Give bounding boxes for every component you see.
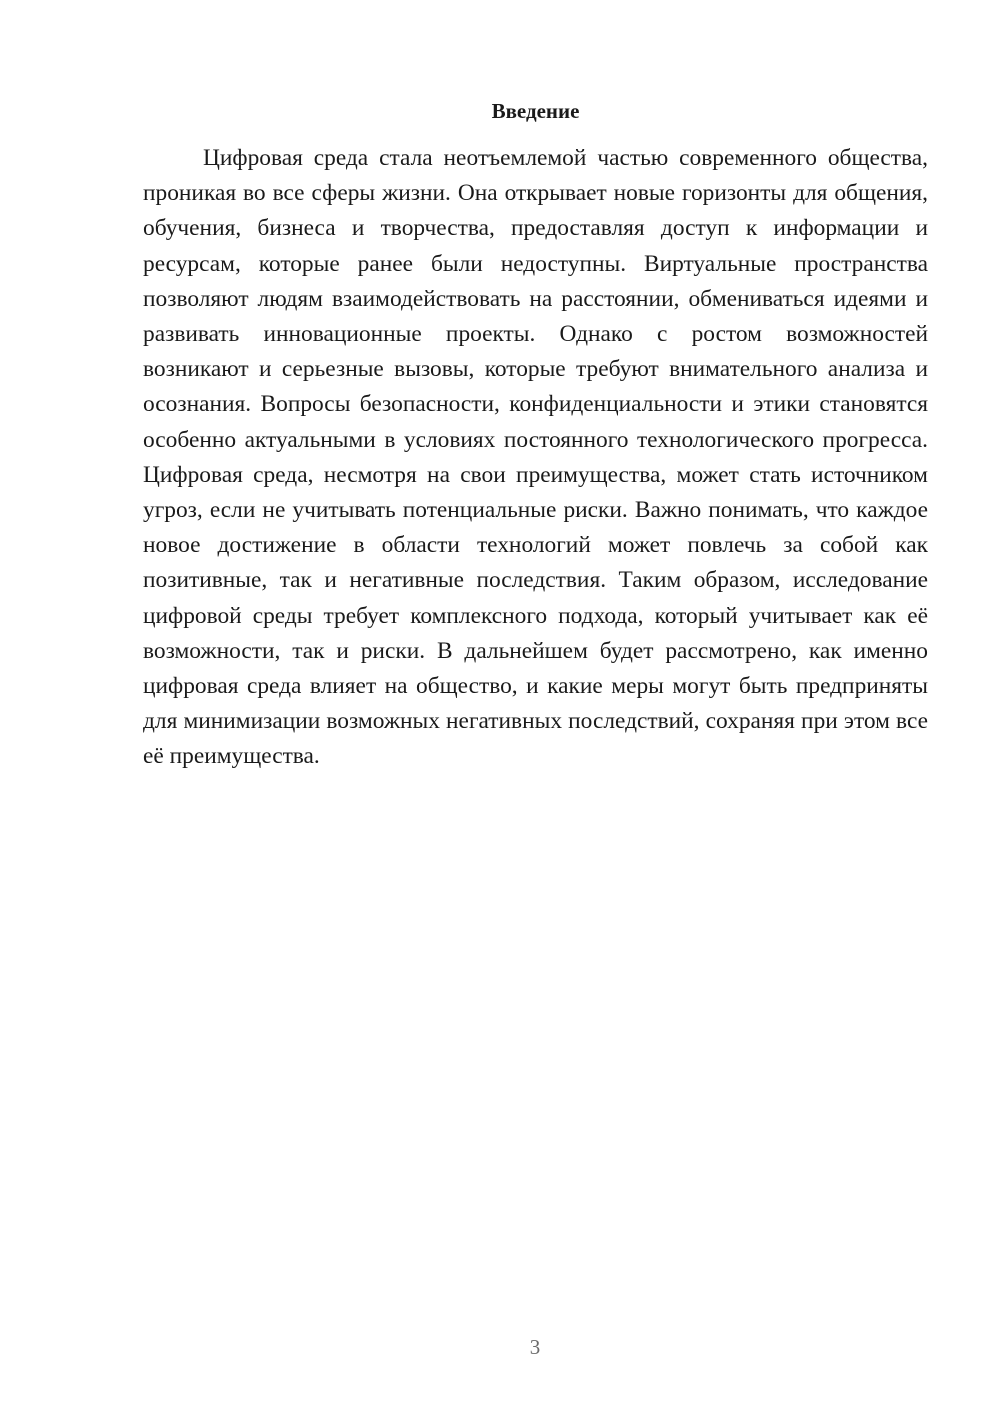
section-heading: Введение <box>491 99 580 123</box>
body-paragraph: Цифровая среда стала неотъемлемой частью современного общества, проникая во все сферы жизни. Она открывает новые горизонты для общения, обучения, бизнеса и творчества, предоставляя доступ к информации и ресурсам, которые ранее были недоступны. Виртуальные пространства позволяют людям взаимодействовать на расстоянии, обмениваться идеями и развивать инновационные проекты. Однако с ростом возможностей возникают и серьезные вызовы, которые требуют внимательного анализа и осознания. Вопросы безопасности, конфиденциальности и этики становятся особенно актуальными в условиях постоянного технологического прогресса. Цифровая среда, несмотря на свои преимущества, может стать источником угроз, если не учитывать потенциальные риски. Важно понимать, что каждое новое достижение в области технологий может повлечь за собой как позитивные, так и негативные последствия. Таким образом, исследование цифровой среды требует комплексного подхода, который учитывает как её возможности, так и риски. В дальнейшем будет рассмотрено, как именно цифровая среда влияет на общество, и какие меры могут быть предприняты для минимизации возможных негативных последствий, сохраняя при этом все её преимущества. <box>143 145 928 770</box>
page-number: 3 <box>529 1335 541 1359</box>
